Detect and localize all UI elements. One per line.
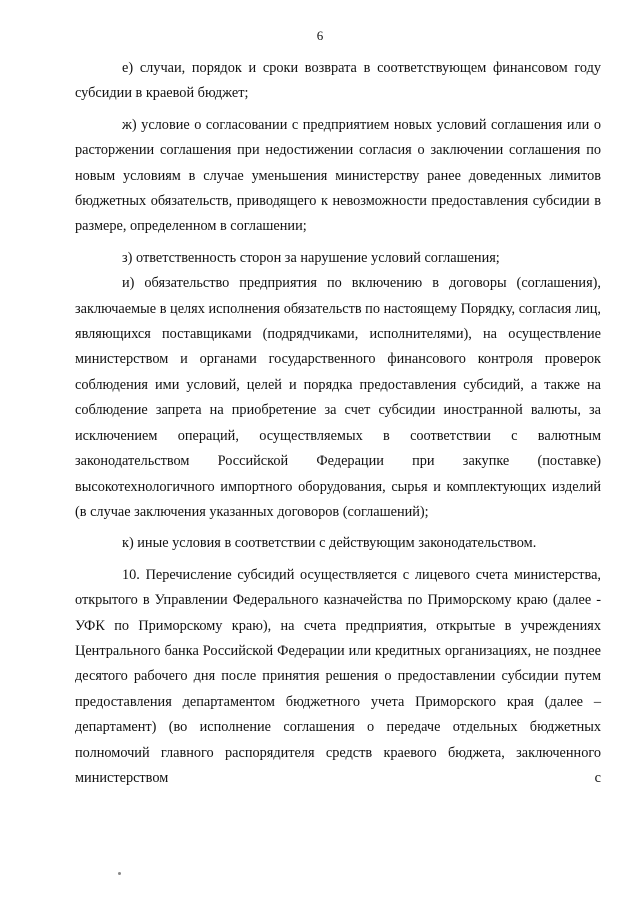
paragraph-k: к) иные условия в соответствии с действующим законодательством. xyxy=(122,535,537,552)
paragraph-z: з) ответственность сторон за нарушение условий соглашения; xyxy=(122,249,500,266)
paragraph-zh: ж) условие о согласовании с предприятием новых условий соглашения или о расторжении соглашения при недостижении согласия о заключении соглашения по новым условиям в случае уменьшения министерству ранее доведенных лимитов бюджетных обязательств, приводящего к невозможности предоставления субсидии в размере, определенном в соглашении; xyxy=(75,116,601,235)
document-body xyxy=(75,56,601,791)
paragraph-e: е) случаи, порядок и сроки возврата в соответствующем финансовом году субсидии в краевой бюджет; xyxy=(75,60,601,102)
page-number: 6 xyxy=(316,28,324,43)
paragraph-i: и) обязательство предприятия по включению в договоры (соглашения), заключаемые в целях исполнения обязательств по настоящему Порядку, согласия лиц, являющихся поставщиками (подрядчиками, исполнителями), на осуществление министерством и органами государственного финансового контроля проверок соблюдения ими условий, целей и порядка предоставления субсидий, а также на соблюдение запрета на приобретение за счет субсидии иностранной валюты, за исключением операций, осуществляемых в соответствии с валютным законодательством Российской Федерации при закупке (поставке) высокотехнологичного импортного оборудования, сырья и комплектующих изделий (в случае заключения указанных договоров (соглашений); xyxy=(75,275,601,520)
paragraph-10: 10. Перечисление субсидий осуществляется с лицевого счета министерства, открытого в Управлении Федерального казначейства по Приморскому краю (далее - УФК по Приморскому краю), на счета предприятия, открытые в учреждениях Центрального банка Российской Федерации или кредитных организациях, не позднее десятого рабочего дня после принятия решения о предоставлении субсидии путем предоставления департаментом бюджетного учета Приморского края (далее – департамент) (во исполнение соглашения о передаче отдельных бюджетных полномочий главного распорядителя средств краевого бюджета, заключенного министерством с xyxy=(75,566,601,786)
scan-speck xyxy=(118,872,121,875)
